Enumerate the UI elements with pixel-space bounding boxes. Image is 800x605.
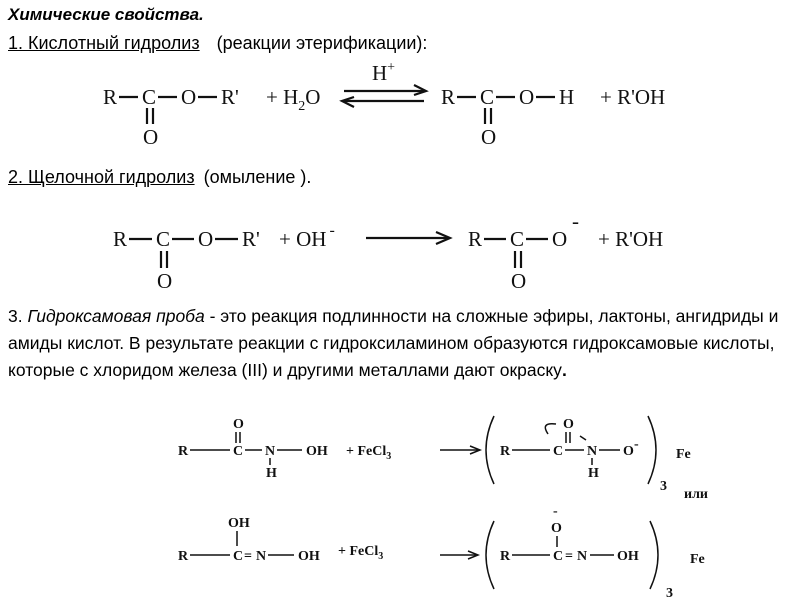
hydroxamic-scheme-2 <box>0 505 800 605</box>
carbon-atom: C <box>510 227 525 251</box>
section-1-heading <box>8 33 427 54</box>
r-group: R <box>113 227 128 251</box>
nitrogen-atom: N <box>577 549 588 564</box>
ferric-chloride: + FeCl$_3$ <box>338 544 384 562</box>
section-1-subtitle: (реакции этерификации): <box>216 33 428 53</box>
iron-atom: Fe <box>690 552 705 567</box>
anion-charge: - <box>572 209 579 233</box>
hydrogen-atom: H <box>266 466 277 481</box>
oxygen-atom: O <box>623 444 634 459</box>
nitrogen-atom: N <box>265 444 276 459</box>
double-bond: = <box>565 549 573 564</box>
nitrogen-atom: N <box>587 444 598 459</box>
double-bond: = <box>244 549 252 564</box>
stoichiometry-subscript: 3 <box>666 586 673 601</box>
section-3-end: . <box>561 360 567 380</box>
hydrogen-atom: H <box>588 466 599 481</box>
r-group: R <box>441 85 456 109</box>
iron-atom: Fe <box>676 447 691 462</box>
or-label: или <box>684 487 708 502</box>
section-2-subtitle: (омыление ). <box>203 167 312 187</box>
oxygen-atom: O <box>519 85 535 109</box>
section-3-text: - это реакция подлинности на сложные эфиры, лактоны, ангидриды и амиды кислот. В результате реакции с гидроксиламином образуются гидроксамовые кислоты, которые с хлоридом железа (III) и другими металлами дают окраску <box>8 306 779 380</box>
right-bracket <box>650 521 658 589</box>
carbon-atom: C <box>553 549 564 564</box>
carbonyl-oxygen: O <box>481 125 497 149</box>
hydroxyl-group: OH <box>228 516 250 531</box>
carbon-atom: C <box>480 85 495 109</box>
right-bracket <box>648 416 656 484</box>
alkaline-hydrolysis-reaction <box>0 198 800 308</box>
curved-arrow <box>545 424 556 434</box>
charge: - <box>553 504 558 519</box>
hydroxyl-group: OH <box>617 549 639 564</box>
hydroxyl-group: OH <box>298 549 320 564</box>
r-group: R <box>178 549 189 564</box>
r-prime-group: R' <box>242 227 260 251</box>
carbonyl-oxygen: O <box>143 125 159 149</box>
section-1-title: 1. Кислотный гидролиз <box>8 33 200 53</box>
section-2-title: 2. Щелочной гидролиз <box>8 167 195 187</box>
left-bracket <box>486 416 494 484</box>
hydroxamic-scheme-1 <box>0 410 800 500</box>
r-group: R <box>500 444 511 459</box>
hydrogen-atom: H <box>559 85 575 109</box>
r-prime-group: R' <box>221 85 239 109</box>
oxygen-atom: O <box>551 521 562 536</box>
carbon-atom: C <box>553 444 564 459</box>
water-molecule: + $H_2O$ <box>266 85 321 114</box>
charge: - <box>634 437 639 452</box>
carbon-atom: C <box>142 85 157 109</box>
curved-arrow-tip <box>580 436 586 440</box>
r-group: R <box>178 444 189 459</box>
alcohol-product: + R'OH <box>600 85 666 109</box>
ferric-chloride: + FeCl$_3$ <box>346 444 392 462</box>
hydroxyl-group: OH <box>306 444 328 459</box>
carbonyl-oxygen: O <box>233 417 244 432</box>
r-group: R <box>103 85 118 109</box>
carbon-atom: C <box>156 227 171 251</box>
oxygen-atom: O <box>181 85 197 109</box>
carbonyl-oxygen: O <box>563 417 574 432</box>
r-group: R <box>468 227 483 251</box>
section-3-term: Гидроксамовая проба <box>27 306 205 326</box>
stoichiometry-subscript: 3 <box>660 479 667 494</box>
acid-hydrolysis-reaction <box>0 58 800 168</box>
carbon-atom: C <box>233 444 244 459</box>
oxygen-atom: O <box>552 227 568 251</box>
hydroxamic-test-description <box>8 303 794 384</box>
page-title: Химические свойства. <box>8 5 204 24</box>
oxygen-atom: O <box>198 227 214 251</box>
left-bracket <box>486 521 494 589</box>
carbonyl-oxygen: O <box>157 269 173 293</box>
r-group: R <box>500 549 511 564</box>
section-2-heading <box>8 167 311 188</box>
carbon-atom: C <box>233 549 244 564</box>
alcohol-product: + R'OH <box>598 227 664 251</box>
section-3-number: 3. <box>8 306 23 326</box>
catalyst-label: H+ <box>372 60 396 85</box>
nitrogen-atom: N <box>256 549 267 564</box>
carbonyl-oxygen: O <box>511 269 527 293</box>
hydroxide-ion: + OH - <box>279 222 335 251</box>
